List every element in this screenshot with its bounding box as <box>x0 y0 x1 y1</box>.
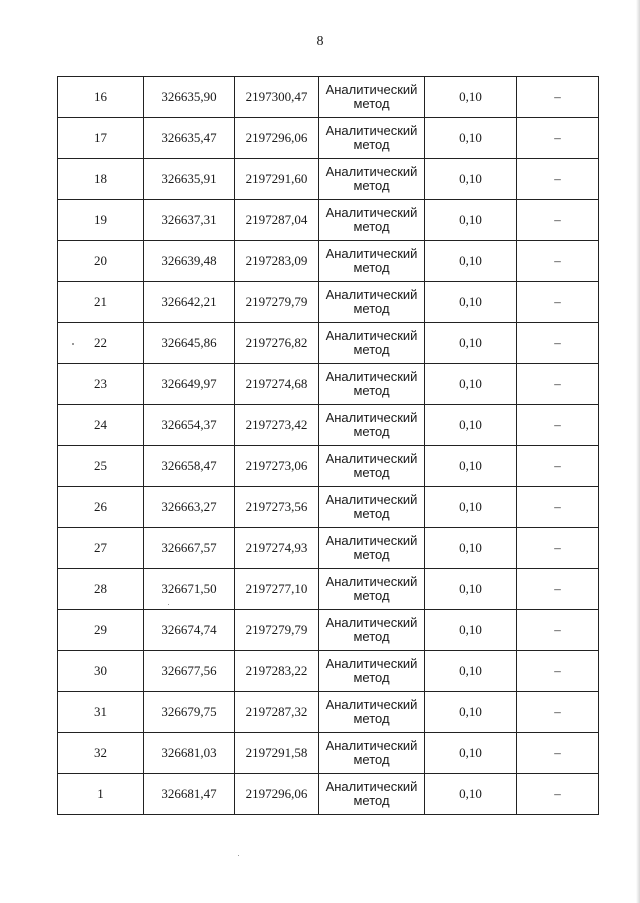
y-coordinate-cell: 2197283,09 <box>235 241 319 282</box>
point-number-cell: 29 <box>58 610 144 651</box>
x-coordinate-cell: 326637,31 <box>144 200 235 241</box>
method-line-2: метод <box>353 137 390 152</box>
method-line-2: метод <box>353 588 390 603</box>
x-coordinate-cell: 326645,86 <box>144 323 235 364</box>
point-number-cell: 24 <box>58 405 144 446</box>
table-row <box>58 282 599 323</box>
method-line-2: метод <box>353 424 390 439</box>
table-row <box>58 200 599 241</box>
x-coordinate-cell: 326635,47 <box>144 118 235 159</box>
method-cell <box>319 323 425 364</box>
method-cell <box>319 610 425 651</box>
x-coordinate-cell: 326639,48 <box>144 241 235 282</box>
note-cell: – <box>517 528 599 569</box>
point-number-cell: 16 <box>58 77 144 118</box>
table-row <box>58 692 599 733</box>
method-line-1: Аналитический <box>325 451 418 466</box>
method-cell <box>319 241 425 282</box>
point-number-cell: 1 <box>58 774 144 815</box>
point-number-cell: 25 <box>58 446 144 487</box>
note-cell: – <box>517 446 599 487</box>
table-row <box>58 405 599 446</box>
note-cell: – <box>517 159 599 200</box>
method-cell <box>319 159 425 200</box>
accuracy-cell: 0,10 <box>425 733 517 774</box>
x-coordinate-cell: 326663,27 <box>144 487 235 528</box>
y-coordinate-cell: 2197276,82 <box>235 323 319 364</box>
method-line-2: метод <box>353 342 390 357</box>
note-cell: – <box>517 733 599 774</box>
x-coordinate-cell: 326635,90 <box>144 77 235 118</box>
method-cell <box>319 774 425 815</box>
y-coordinate-cell: 2197296,06 <box>235 774 319 815</box>
y-coordinate-cell: 2197287,32 <box>235 692 319 733</box>
y-coordinate-cell: 2197291,60 <box>235 159 319 200</box>
point-number-cell: 23 <box>58 364 144 405</box>
method-line-2: метод <box>353 670 390 685</box>
table-row <box>58 610 599 651</box>
method-cell <box>319 692 425 733</box>
point-number-cell: 21 <box>58 282 144 323</box>
note-cell: – <box>517 692 599 733</box>
method-line-1: Аналитический <box>325 410 418 425</box>
accuracy-cell: 0,10 <box>425 446 517 487</box>
y-coordinate-cell: 2197273,42 <box>235 405 319 446</box>
scan-speck <box>238 855 239 856</box>
y-coordinate-cell: 2197296,06 <box>235 118 319 159</box>
point-number-cell: 20 <box>58 241 144 282</box>
method-cell <box>319 118 425 159</box>
accuracy-cell: 0,10 <box>425 569 517 610</box>
point-number-cell: 26 <box>58 487 144 528</box>
method-line-2: метод <box>353 793 390 808</box>
note-cell: – <box>517 651 599 692</box>
y-coordinate-cell: 2197300,47 <box>235 77 319 118</box>
table-row <box>58 159 599 200</box>
method-line-1: Аналитический <box>325 738 418 753</box>
method-cell <box>319 364 425 405</box>
note-cell: – <box>517 487 599 528</box>
x-coordinate-cell: 326649,97 <box>144 364 235 405</box>
x-coordinate-cell: 326679,75 <box>144 692 235 733</box>
table-row <box>58 323 599 364</box>
method-line-2: метод <box>353 96 390 111</box>
y-coordinate-cell: 2197279,79 <box>235 282 319 323</box>
method-line-1: Аналитический <box>325 246 418 261</box>
method-line-1: Аналитический <box>325 779 418 794</box>
method-line-1: Аналитический <box>325 492 418 507</box>
accuracy-cell: 0,10 <box>425 323 517 364</box>
y-coordinate-cell: 2197279,79 <box>235 610 319 651</box>
table-row <box>58 77 599 118</box>
method-cell <box>319 282 425 323</box>
accuracy-cell: 0,10 <box>425 610 517 651</box>
table-row <box>58 528 599 569</box>
accuracy-cell: 0,10 <box>425 159 517 200</box>
accuracy-cell: 0,10 <box>425 528 517 569</box>
method-cell <box>319 200 425 241</box>
method-line-1: Аналитический <box>325 123 418 138</box>
y-coordinate-cell: 2197273,06 <box>235 446 319 487</box>
x-coordinate-cell: 326681,47 <box>144 774 235 815</box>
method-cell <box>319 446 425 487</box>
accuracy-cell: 0,10 <box>425 77 517 118</box>
accuracy-cell: 0,10 <box>425 200 517 241</box>
method-line-1: Аналитический <box>325 697 418 712</box>
accuracy-cell: 0,10 <box>425 241 517 282</box>
method-line-1: Аналитический <box>325 82 418 97</box>
method-line-2: метод <box>353 219 390 234</box>
method-line-1: Аналитический <box>325 328 418 343</box>
note-cell: – <box>517 405 599 446</box>
scan-edge-shadow <box>636 0 640 903</box>
method-line-1: Аналитический <box>325 533 418 548</box>
table-row <box>58 241 599 282</box>
y-coordinate-cell: 2197287,04 <box>235 200 319 241</box>
accuracy-cell: 0,10 <box>425 487 517 528</box>
method-line-1: Аналитический <box>325 205 418 220</box>
x-coordinate-cell: 326658,47 <box>144 446 235 487</box>
coordinates-table <box>57 76 599 815</box>
note-cell: – <box>517 569 599 610</box>
point-number-cell: 22 <box>58 323 144 364</box>
table-row <box>58 733 599 774</box>
note-cell: – <box>517 364 599 405</box>
x-coordinate-cell: 326667,57 <box>144 528 235 569</box>
x-coordinate-cell: 326674,74 <box>144 610 235 651</box>
table-row <box>58 774 599 815</box>
point-number-cell: 30 <box>58 651 144 692</box>
scan-speck <box>168 604 169 605</box>
scan-speck <box>72 343 74 345</box>
table-row <box>58 569 599 610</box>
accuracy-cell: 0,10 <box>425 118 517 159</box>
note-cell: – <box>517 282 599 323</box>
x-coordinate-cell: 326642,21 <box>144 282 235 323</box>
accuracy-cell: 0,10 <box>425 405 517 446</box>
point-number-cell: 32 <box>58 733 144 774</box>
x-coordinate-cell: 326677,56 <box>144 651 235 692</box>
accuracy-cell: 0,10 <box>425 282 517 323</box>
method-cell <box>319 528 425 569</box>
method-line-1: Аналитический <box>325 287 418 302</box>
method-line-2: метод <box>353 711 390 726</box>
method-cell <box>319 569 425 610</box>
page-number: 8 <box>316 34 324 49</box>
method-line-2: метод <box>353 465 390 480</box>
x-coordinate-cell: 326635,91 <box>144 159 235 200</box>
point-number-cell: 19 <box>58 200 144 241</box>
note-cell: – <box>517 610 599 651</box>
method-line-2: метод <box>353 547 390 562</box>
accuracy-cell: 0,10 <box>425 364 517 405</box>
accuracy-cell: 0,10 <box>425 692 517 733</box>
y-coordinate-cell: 2197277,10 <box>235 569 319 610</box>
note-cell: – <box>517 323 599 364</box>
point-number-cell: 17 <box>58 118 144 159</box>
method-line-1: Аналитический <box>325 369 418 384</box>
method-cell <box>319 733 425 774</box>
note-cell: – <box>517 77 599 118</box>
method-line-2: метод <box>353 629 390 644</box>
x-coordinate-cell: 326654,37 <box>144 405 235 446</box>
x-coordinate-cell: 326681,03 <box>144 733 235 774</box>
coordinates-table-body <box>58 77 599 815</box>
note-cell: – <box>517 774 599 815</box>
point-number-cell: 18 <box>58 159 144 200</box>
table-row <box>58 651 599 692</box>
method-cell <box>319 651 425 692</box>
point-number-cell: 28 <box>58 569 144 610</box>
note-cell: – <box>517 241 599 282</box>
method-line-1: Аналитический <box>325 574 418 589</box>
table-row <box>58 446 599 487</box>
method-cell <box>319 487 425 528</box>
accuracy-cell: 0,10 <box>425 651 517 692</box>
y-coordinate-cell: 2197283,22 <box>235 651 319 692</box>
method-cell <box>319 77 425 118</box>
method-line-1: Аналитический <box>325 615 418 630</box>
table-row <box>58 487 599 528</box>
method-line-2: метод <box>353 301 390 316</box>
method-line-2: метод <box>353 178 390 193</box>
table-row <box>58 364 599 405</box>
y-coordinate-cell: 2197274,93 <box>235 528 319 569</box>
method-line-2: метод <box>353 752 390 767</box>
note-cell: – <box>517 118 599 159</box>
y-coordinate-cell: 2197291,58 <box>235 733 319 774</box>
method-line-2: метод <box>353 506 390 521</box>
method-line-2: метод <box>353 260 390 275</box>
point-number-cell: 31 <box>58 692 144 733</box>
method-line-2: метод <box>353 383 390 398</box>
y-coordinate-cell: 2197274,68 <box>235 364 319 405</box>
note-cell: – <box>517 200 599 241</box>
y-coordinate-cell: 2197273,56 <box>235 487 319 528</box>
method-line-1: Аналитический <box>325 656 418 671</box>
x-coordinate-cell: 326671,50 <box>144 569 235 610</box>
method-line-1: Аналитический <box>325 164 418 179</box>
point-number-cell: 27 <box>58 528 144 569</box>
table-row <box>58 118 599 159</box>
accuracy-cell: 0,10 <box>425 774 517 815</box>
method-cell <box>319 405 425 446</box>
